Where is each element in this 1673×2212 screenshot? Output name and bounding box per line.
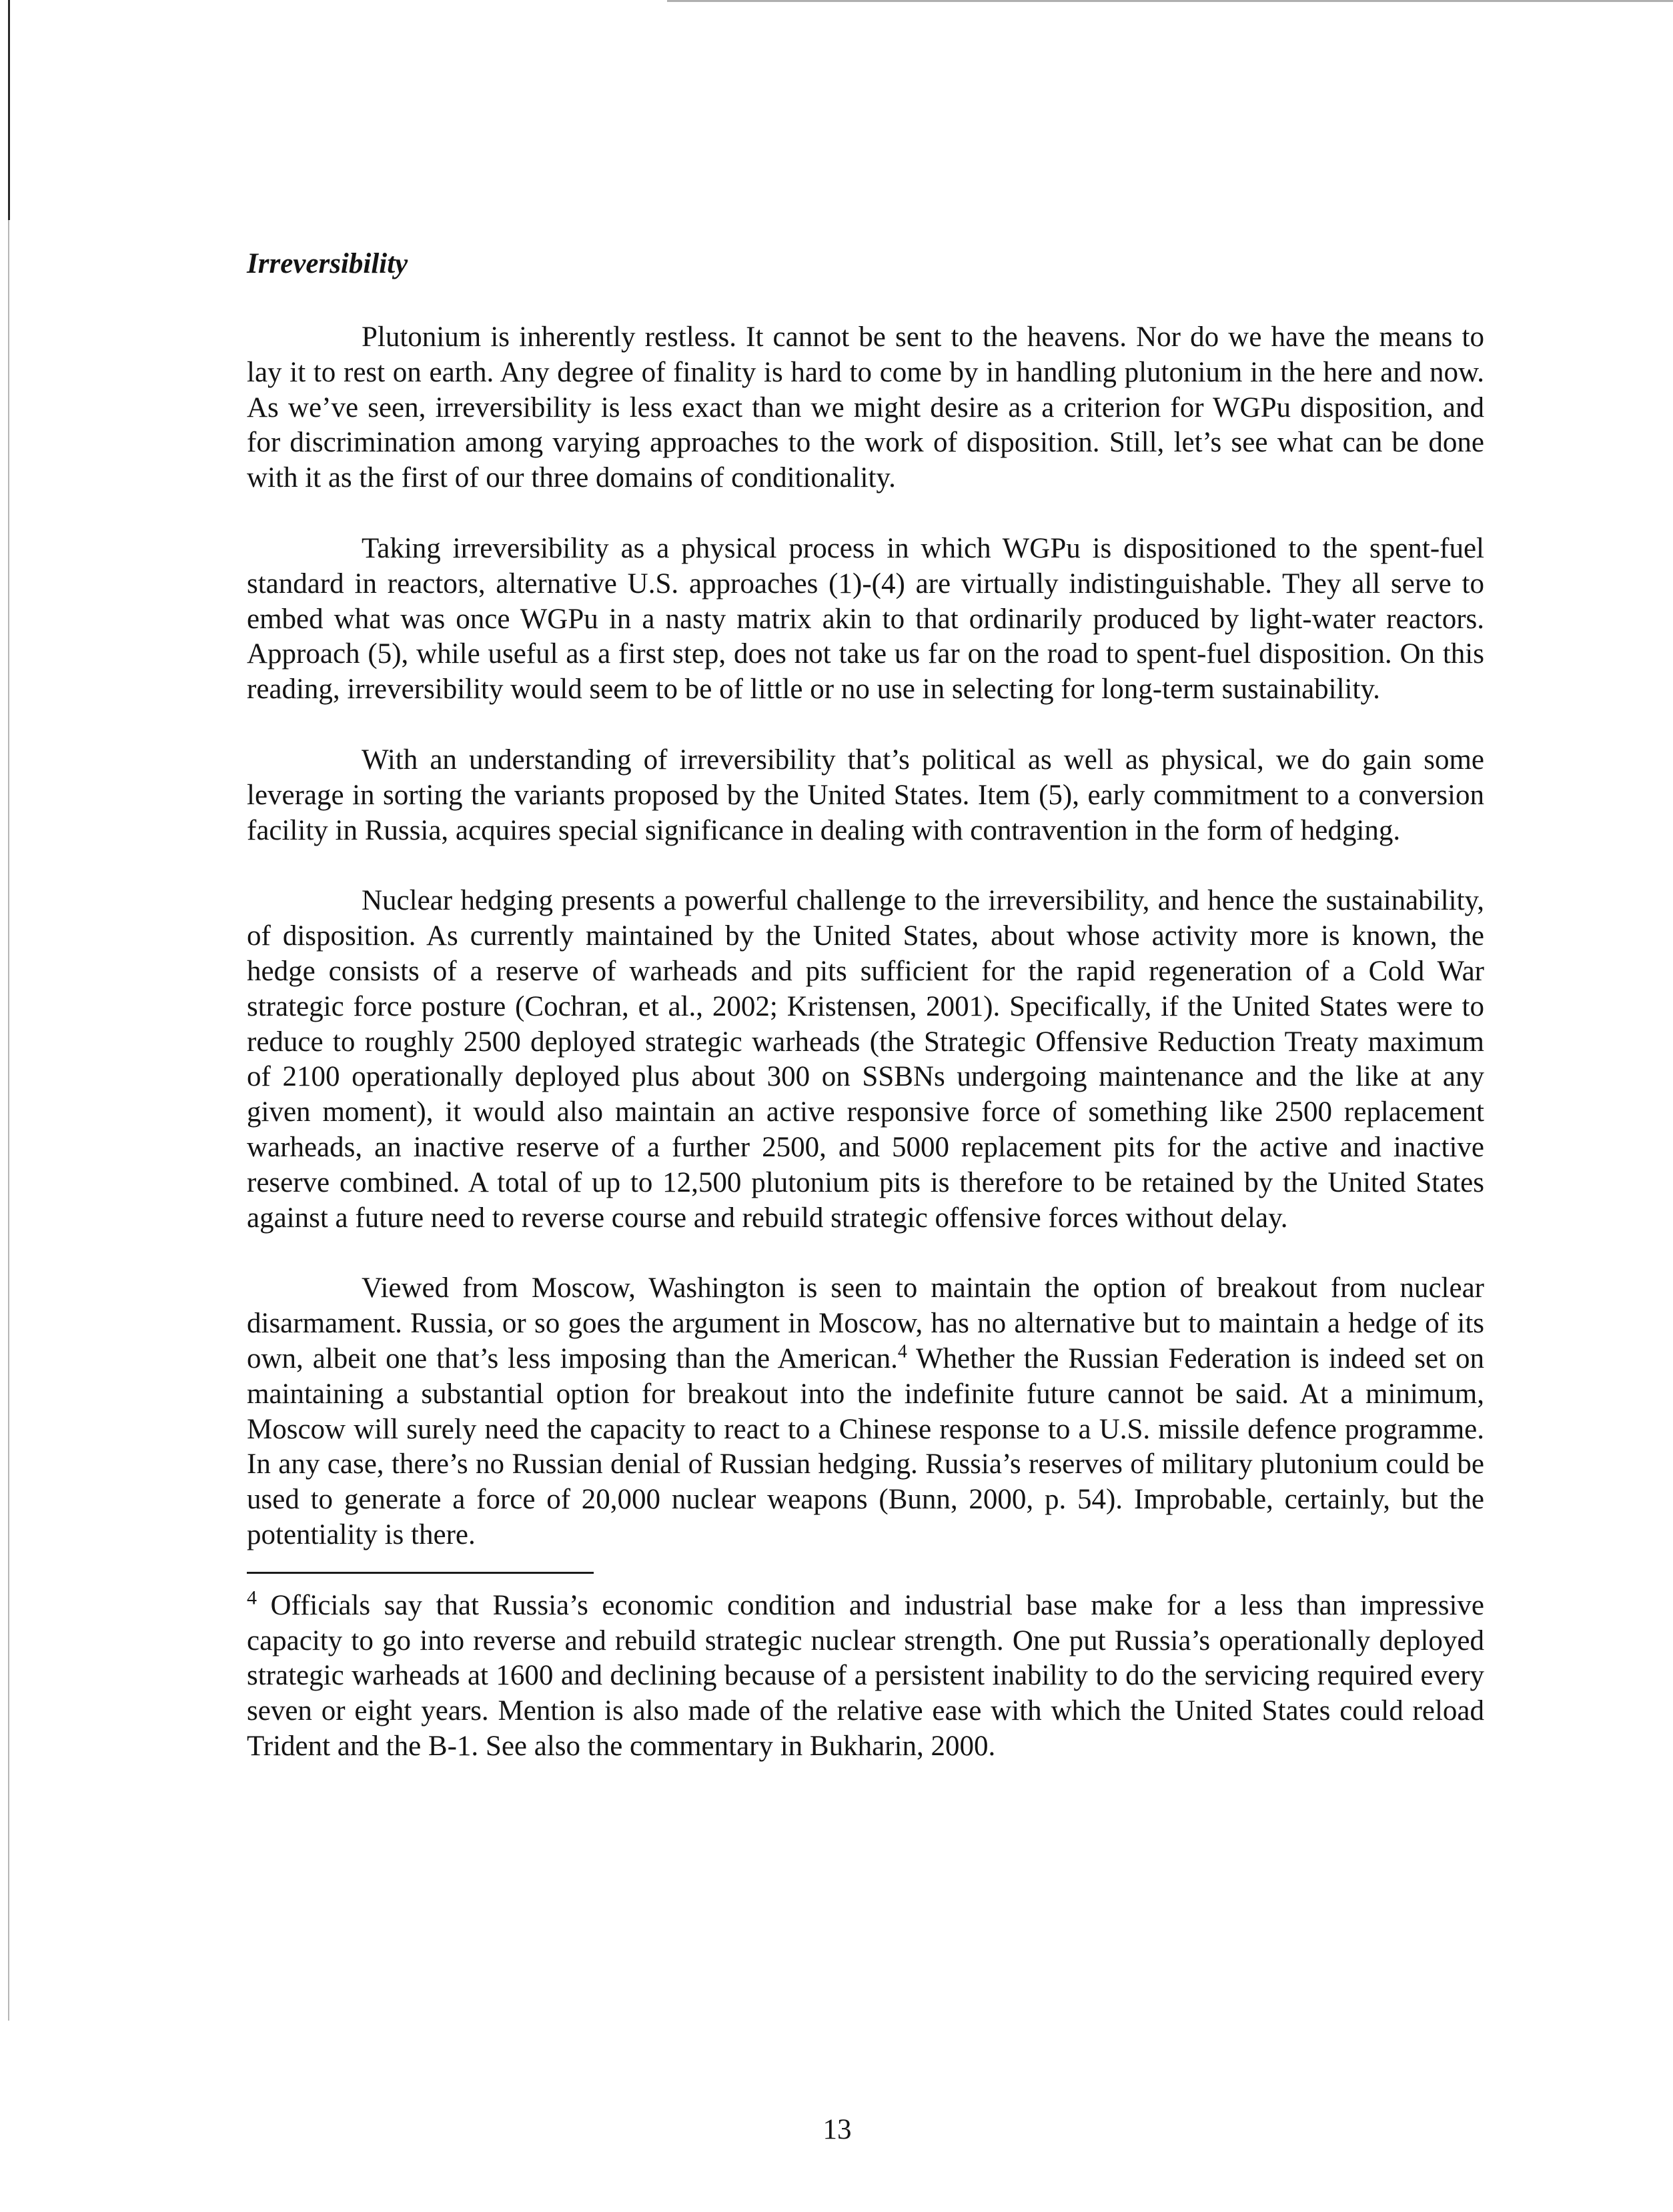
footnote-marker: 4 (247, 1586, 257, 1609)
body-paragraph-3: With an understanding of irreversibility that’s political as well as physical, we do gain some leverage in sorting the variants proposed by the United States. Item (5), early commitment to a conversion facility in Russia, acquires special significance in dealing with contravention in the form of hedging. (247, 744, 1484, 846)
body-paragraph-5-text-b: Whether the Russian Federation is indeed set on maintaining a substantial option for breakout into the indefinite future cannot be said. At a minimum, Moscow will surely need the capacity to react to a Chinese response to a U.S. missile defence programme. In any case, there’s no Russian denial of Russian hedging. Russia’s reserves of military plutonium could be used to generate a force of 20,000 nuclear weapons (Bunn, 2000, p. 54). Improbable, certainly, but the potentiality is there. (247, 1342, 1484, 1550)
body-paragraph-5-text-a: Viewed from Moscow, Washington is seen to maintain the option of breakout from nuclear disarmament. Russia, or so goes the argument in Moscow, has no alternative but to maintain a hedge of its own, albeit one that’s less imposing than the American. (247, 1272, 1484, 1374)
footnote (247, 1588, 1484, 1765)
body-paragraph-2: Taking irreversibility as a physical process in which WGPu is dispositioned to the spent-fuel standard in reactors, alternative U.S. approaches (1)-(4) are virtually indistinguishable. They all serve to embed what was once WGPu in a nasty matrix akin to that ordinarily produced by light-water reactors. Approach (5), while useful as a first step, does not take us far on the road to spent-fuel disposition. On this reading, irreversibility would seem to be of little or no use in selecting for long-term sustainability. (247, 532, 1484, 706)
page-content (247, 247, 1484, 1765)
footnote-text: Officials say that Russia’s economic condition and industrial base make for a less than impressive capacity to go into reverse and rebuild strategic nuclear strength. One put Russia’s operationally deployed strategic warheads at 1600 and declining because of a persistent inability to do the servicing required every seven or eight years. Mention is also made of the relative ease with which the United States could reload Trident and the B-1. See also the commentary in Bukharin, 2000. (247, 1589, 1484, 1762)
footnote-reference[interactable]: 4 (897, 1341, 907, 1362)
scan-edge-left (8, 0, 10, 220)
body-paragraph-1: Plutonium is inherently restless. It cannot be sent to the heavens. Nor do we have the means to lay it to rest on earth. Any degree of finality is hard to come by in handling plutonium in the here and now. As we’ve seen, irreversibility is less exact than we might desire as a criterion for WGPu disposition, and for discrimination among varying approaches to the work of disposition. Still, let’s see what can be done with it as the first of our three domains of conditionality. (247, 321, 1484, 494)
body-paragraph-4: Nuclear hedging presents a powerful challenge to the irreversibility, and hence the sustainability, of disposition. As currently maintained by the United States, about whose activity more is known, the hedge consists of a reserve of warheads and pits sufficient for the rapid regeneration of a Cold War strategic force posture (Cochran, et al., 2002; Kristensen, 2001). Specifically, if the United States were to reduce to roughly 2500 deployed strategic warheads (the Strategic Offensive Reduction Treaty maximum of 2100 operationally deployed plus about 300 on SSBNs undergoing maintenance and the like at any given moment), it would also maintain an active responsive force of something like 2500 replacement warheads, an inactive reserve of a further 2500, and 5000 replacement pits for the active and inactive reserve combined. A total of up to 12,500 plutonium pits is therefore to be retained by the United States against a future need to reverse course and rebuild strategic offensive forces without delay. (247, 885, 1484, 1234)
section-heading: Irreversibility (247, 248, 408, 279)
footnote-separator (247, 1572, 594, 1574)
scan-edge-left-faint (8, 220, 9, 2021)
page-number: 13 (822, 2114, 852, 2145)
scan-edge-top (667, 0, 1673, 2)
body-paragraph-5 (247, 1271, 1484, 1552)
